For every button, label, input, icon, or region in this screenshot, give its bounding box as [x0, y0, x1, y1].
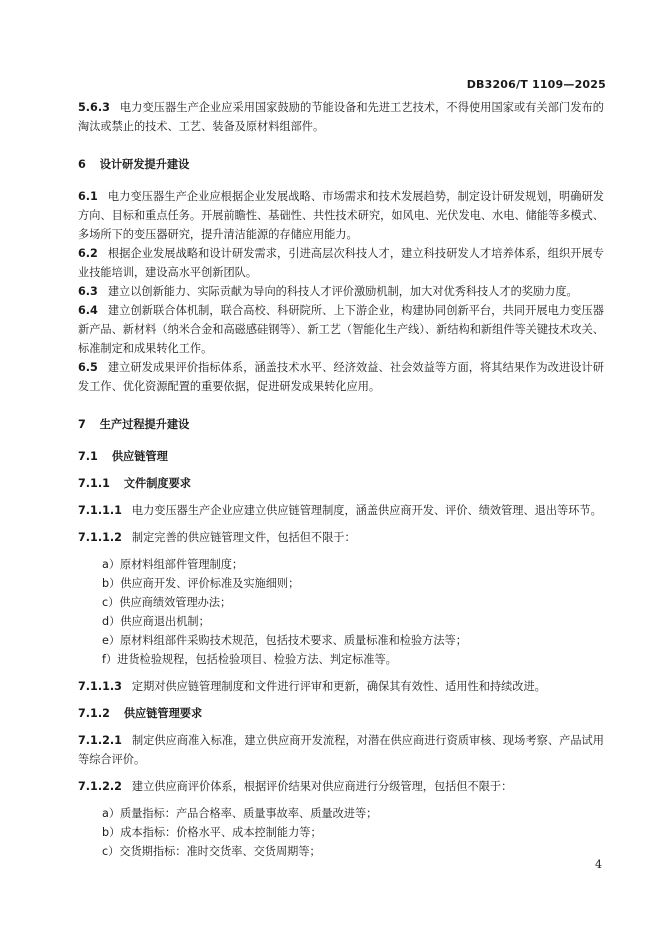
clause-number: 6.1 — [78, 190, 98, 203]
clause-7-1-2-2 — [78, 777, 604, 796]
list-document-types — [78, 555, 604, 669]
clause-7-1-2-1 — [78, 731, 604, 769]
clause-6-3 — [78, 282, 604, 301]
clause-text: 电力变压器生产企业应采用国家鼓励的节能设备和先进工艺技术，不得使用国家或有关部门发布的淘汰或禁止的技术、工艺、装备及原材料组部件。 — [78, 101, 604, 133]
section-title: 供应链管理 — [111, 450, 168, 463]
clause-6-1 — [78, 187, 604, 244]
list-item: c）交货期指标：准时交货率、交货周期等； — [102, 845, 321, 858]
section-title: 文件制度要求 — [123, 477, 191, 490]
clause-text: 电力变压器生产企业应建立供应链管理制度，涵盖供应商开发、评价、绩效管理、退出等环节。 — [131, 504, 602, 517]
document-body — [78, 98, 604, 861]
clause-7-1-1-1 — [78, 501, 604, 520]
clause-text: 根据企业发展战略和设计研发需求，引进高层次科技人才，建立科技研发人才培养体系，组织开展专业技能培训，建设高水平创新团队。 — [78, 247, 604, 279]
list-item: f）进货检验规程，包括检验项目、检验方法、判定标准等。 — [102, 653, 397, 666]
list-item: d）供应商退出机制； — [102, 615, 210, 628]
section-number: 7.1.1 — [78, 477, 110, 490]
clause-number: 7.1.2.1 — [78, 734, 122, 747]
section-number: 6 — [78, 158, 86, 171]
section-heading-7-1-1 — [78, 474, 604, 493]
document-header-code: DB3206/T 1109—2025 — [466, 78, 606, 91]
section-heading-7 — [78, 415, 604, 434]
section-number: 7.1.2 — [78, 707, 110, 720]
list-item: b）供应商开发、评价标准及实施细则； — [102, 577, 300, 590]
clause-number: 7.1.1.1 — [78, 504, 122, 517]
clause-text: 电力变压器生产企业应根据企业发展战略、市场需求和技术发展趋势，制定设计研发规划，明确研发方向、目标和重点任务。开展前瞻性、基础性、共性技术研究，如风电、光伏发电、水电、储能等多模式、多场所下的变压器研究，提升清洁能源的存储应用能力。 — [78, 190, 604, 241]
list-item: e）原材料组部件采购技术规范，包括技术要求、质量标准和检验方法等； — [102, 634, 467, 647]
list-item: a）质量指标：产品合格率、质量事故率、质量改进等； — [102, 807, 378, 820]
clause-7-1-1-2 — [78, 528, 604, 547]
clause-text: 定期对供应链管理制度和文件进行评审和更新，确保其有效性、适用性和持续改进。 — [131, 680, 546, 693]
section-title: 供应链管理要求 — [123, 707, 203, 720]
page-number: 4 — [595, 858, 602, 871]
clause-number: 6.4 — [78, 304, 98, 317]
clause-text: 建立创新联合体机制，联合高校、科研院所、上下游企业，构建协同创新平台，共同开展电力变压器新产品、新材料（纳米合金和高磁感硅钢等）、新工艺（智能化生产线）、新结构和新组件等关键技术攻关、标准制定和成果转化工作。 — [78, 304, 604, 355]
list-item: a）原材料组部件管理制度； — [102, 558, 244, 571]
list-evaluation-indicators — [78, 804, 604, 861]
clause-5-6-3 — [78, 98, 604, 136]
list-item: c）供应商绩效管理办法； — [102, 596, 232, 609]
section-number: 7 — [78, 418, 86, 431]
section-title: 设计研发提升建设 — [99, 158, 190, 171]
list-item: b）成本指标：价格水平、成本控制能力等； — [102, 826, 322, 839]
section-title: 生产过程提升建设 — [99, 418, 190, 431]
clause-text: 建立研发成果评价指标体系，涵盖技术水平、经济效益、社会效益等方面，将其结果作为改进设计研发工作、优化资源配置的重要依据，促进研发成果转化应用。 — [78, 361, 604, 393]
clause-number: 7.1.1.3 — [78, 680, 122, 693]
clause-6-4 — [78, 301, 604, 358]
section-heading-6 — [78, 155, 604, 174]
section-number: 7.1 — [78, 450, 98, 463]
clause-number: 6.2 — [78, 247, 98, 260]
clause-number: 7.1.1.2 — [78, 531, 122, 544]
clause-6-2 — [78, 244, 604, 282]
clause-7-1-1-3 — [78, 677, 604, 696]
clause-text: 建立以创新能力、实际贡献为导向的科技人才评价激励机制，加大对优秀科技人才的奖励力度。 — [107, 285, 578, 298]
section-heading-7-1-2 — [78, 704, 604, 723]
clause-number: 6.3 — [78, 285, 98, 298]
clause-text: 制定供应商准入标准，建立供应商开发流程，对潜在供应商进行资质审核、现场考察、产品试用等综合评价。 — [78, 734, 604, 766]
clause-number: 7.1.2.2 — [78, 780, 122, 793]
clause-6-5 — [78, 358, 604, 396]
clause-number: 6.5 — [78, 361, 98, 374]
section-heading-7-1 — [78, 447, 604, 466]
clause-text: 建立供应商评价体系，根据评价结果对供应商进行分级管理，包括但不限于： — [131, 780, 513, 793]
clause-number: 5.6.3 — [78, 101, 110, 114]
clause-text: 制定完善的供应链管理文件，包括但不限于： — [131, 531, 356, 544]
